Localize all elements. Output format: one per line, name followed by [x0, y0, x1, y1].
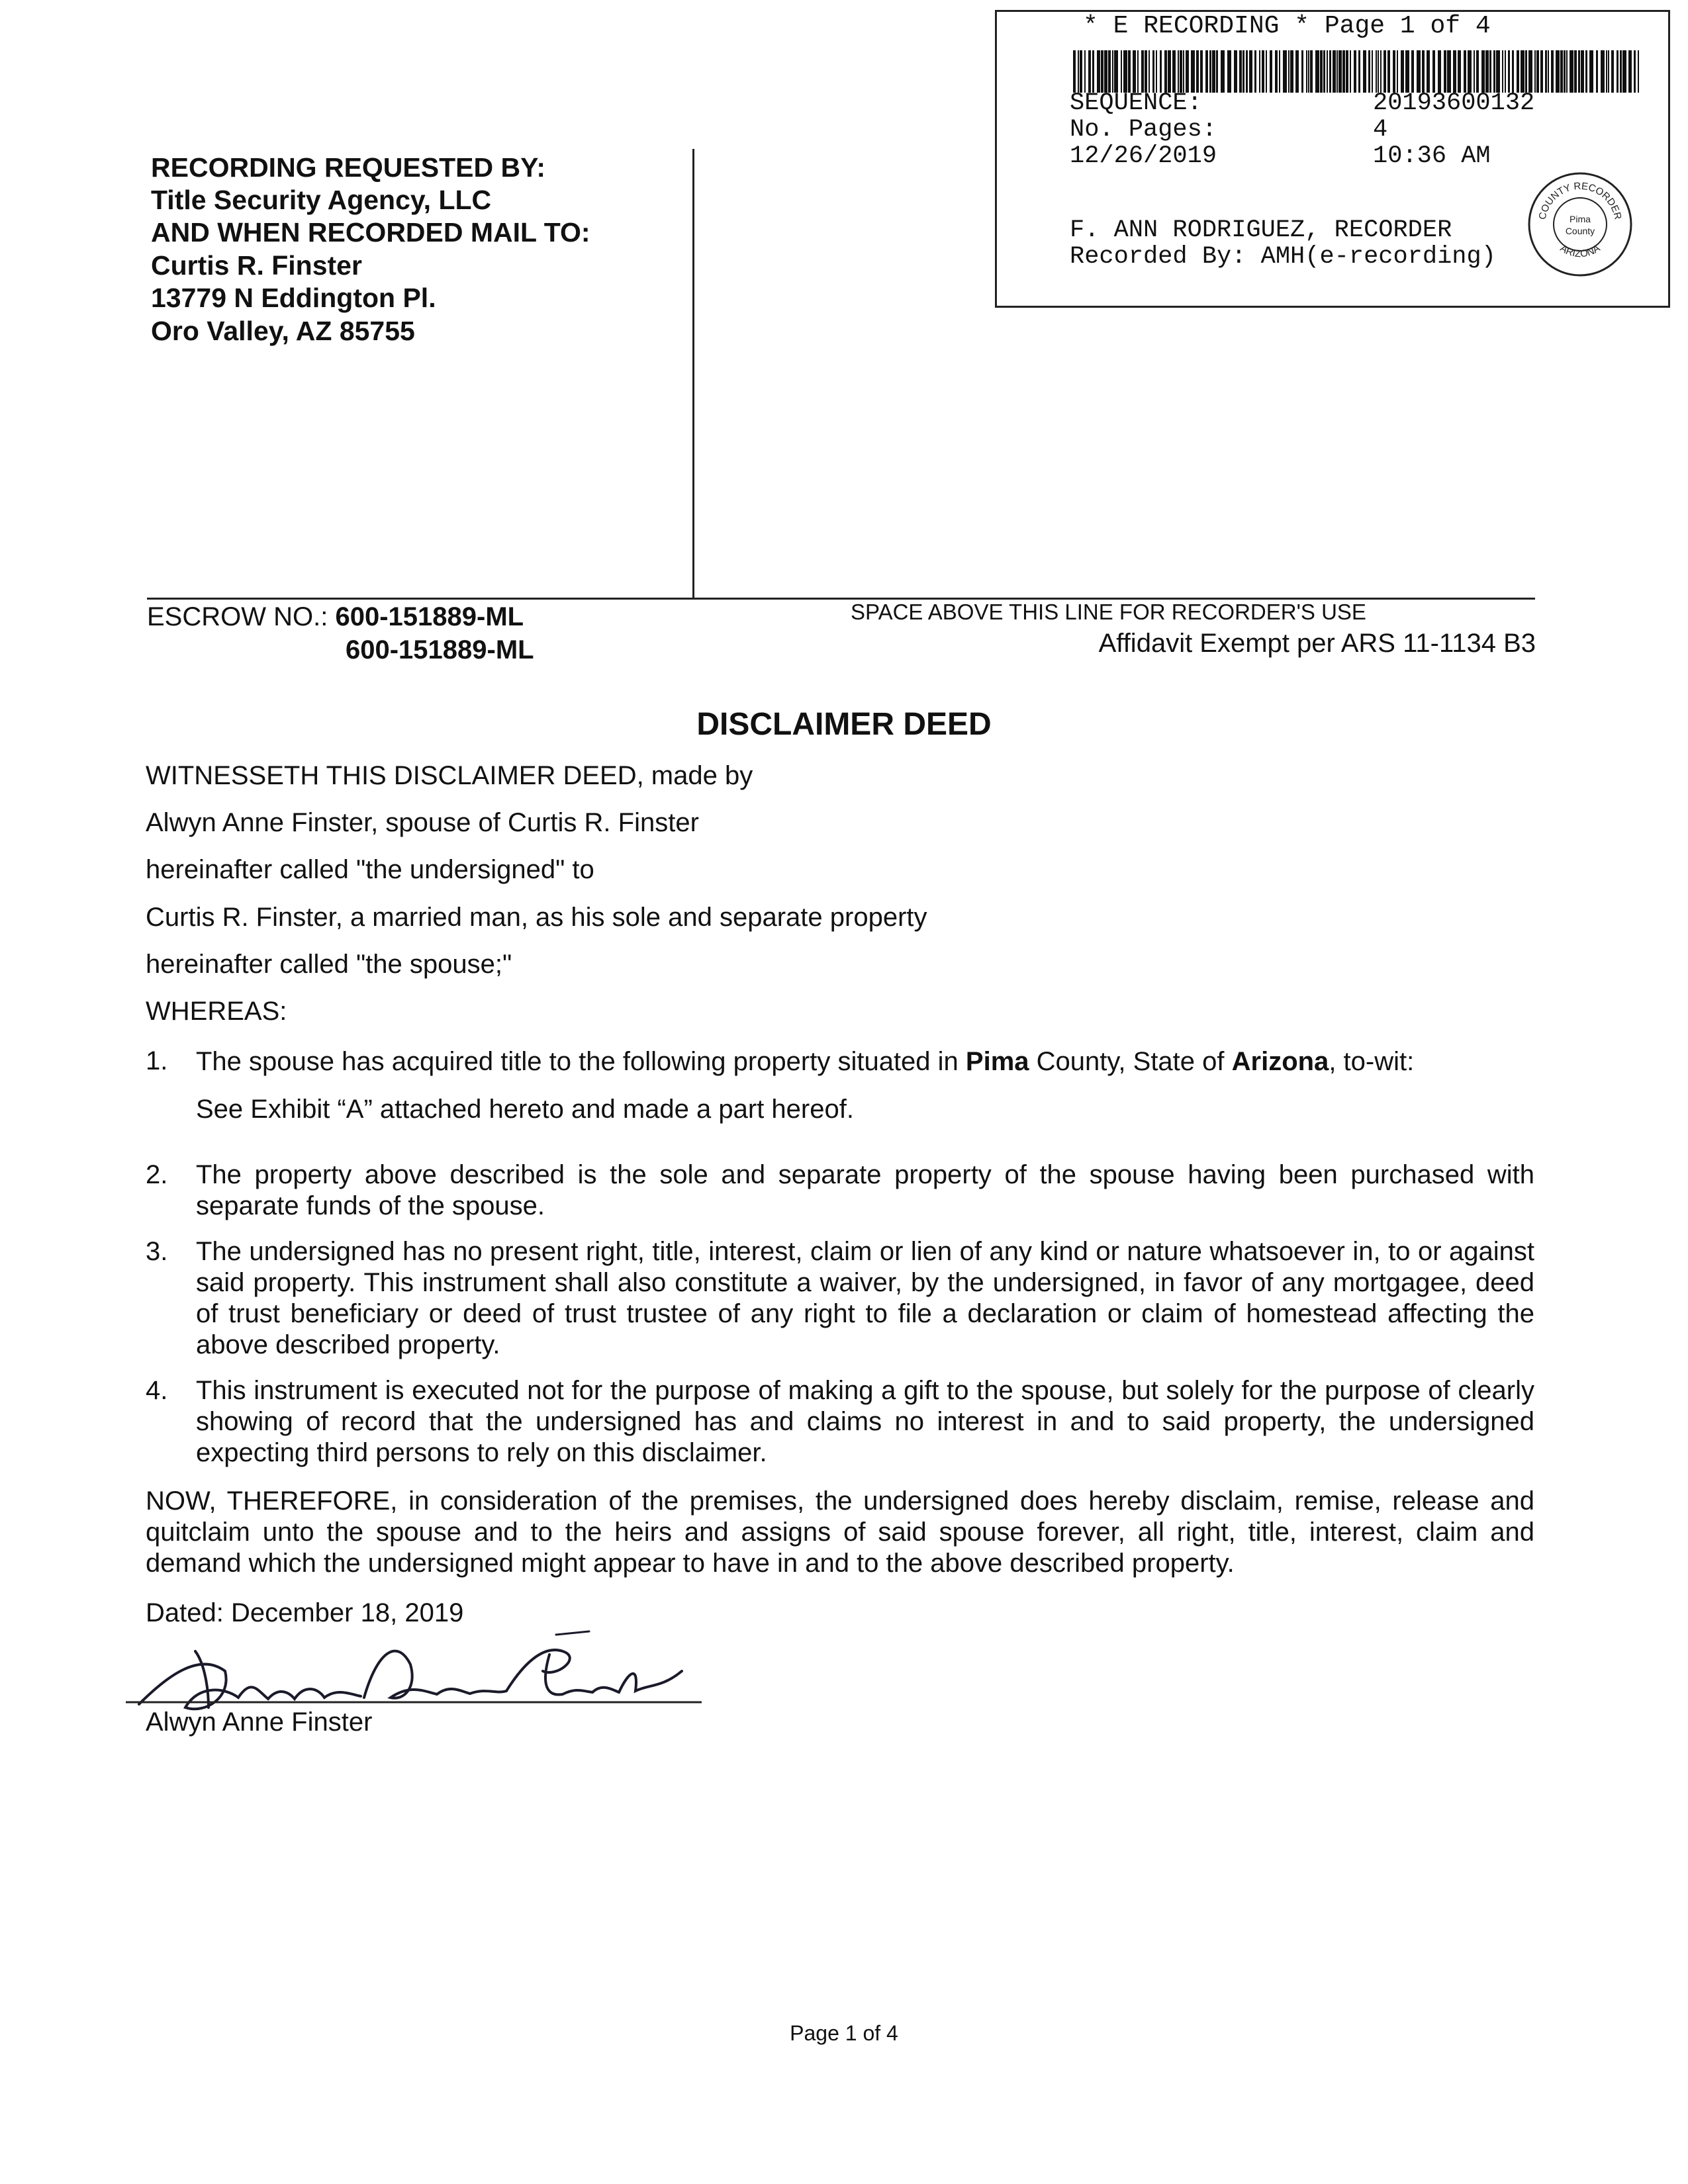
pages-value: 4: [1373, 116, 1388, 144]
intro-line-3: hereinafter called "the undersigned" to: [146, 855, 594, 884]
sequence-label: SEQUENCE:: [1070, 89, 1202, 117]
item-3-text: The undersigned has no present right, title, interest, claim or lien of any kind or nature whatsoever in, to or against said property. This instrument shall also constitute a waiver, by the undersigned, in favor of any mortgagee, deed of trust beneficiary or deed of trust trustee of any right to file a declaration or claim of homestead affecting the above described property.: [196, 1237, 1534, 1359]
mail-to-label: AND WHEN RECORDED MAIL TO:: [151, 217, 590, 248]
recorded-date: 12/26/2019: [1070, 142, 1217, 170]
whereas-label: WHEREAS:: [146, 997, 287, 1026]
seal-top-text: COUNTY RECORDER: [1536, 180, 1624, 221]
deed-title: DISCLAIMER DEED: [696, 707, 992, 742]
recorder-name: F. ANN RODRIGUEZ, RECORDER: [1070, 216, 1452, 244]
recorded-by: Recorded By: AMH(e-recording): [1070, 243, 1496, 271]
escrow-line: [147, 601, 524, 633]
recorder-stamp-box: [995, 10, 1670, 308]
recording-requested-label: RECORDING REQUESTED BY:: [151, 152, 546, 183]
title-company: Title Security Agency, LLC: [151, 185, 492, 215]
mail-to-city: Oro Valley, AZ 85755: [151, 316, 415, 346]
dated-value: December 18, 2019: [230, 1598, 464, 1627]
intro-line-1: WITNESSETH THIS DISCLAIMER DEED, made by: [146, 761, 753, 790]
recorded-time: 10:36 AM: [1373, 142, 1491, 170]
dated-line: [146, 1597, 463, 1629]
escrow-label: ESCROW NO.:: [147, 602, 328, 631]
vertical-divider: [692, 149, 694, 598]
item-2-text: The property above described is the sole and separate property of the spouse having been purchased with separate funds of the spouse.: [196, 1160, 1534, 1220]
barcode: [1073, 50, 1639, 93]
item-3-number: 3.: [146, 1237, 168, 1266]
county-name: Pima: [965, 1047, 1029, 1076]
space-above-label: SPACE ABOVE THIS LINE FOR RECORDER'S USE: [851, 600, 1366, 624]
dated-label: Dated:: [146, 1598, 224, 1627]
sequence-value: 20193600132: [1373, 89, 1535, 117]
now-therefore-paragraph: NOW, THEREFORE, in consideration of the premises, the undersigned does hereby disclaim, remise, release and quitclaim unto the spouse and to the heirs and assigns of said spouse forever, all right, title, interest, claim and demand which the undersigned might appear to have in and to the above described property.: [146, 1486, 1534, 1578]
state-name: Arizona: [1231, 1047, 1329, 1076]
seal-center-text-2: County: [1565, 226, 1595, 236]
intro-line-5: hereinafter called "the spouse;": [146, 950, 512, 979]
svg-text:ARIZONA: [1558, 243, 1603, 260]
escrow-number: 600-151889-ML: [335, 602, 524, 631]
item-1-text: The spouse has acquired title to the following property situated in Pima County, State of Arizona, to-wit:: [196, 1047, 1415, 1076]
mail-to-street: 13779 N Eddington Pl.: [151, 283, 436, 313]
county-seal-icon: [1526, 171, 1634, 278]
item-4-number: 4.: [146, 1376, 168, 1405]
page-number: Page 1 of 4: [790, 2021, 898, 2045]
affidavit-exempt: Affidavit Exempt per ARS 11-1134 B3: [1098, 629, 1536, 658]
escrow-number-2: 600-151889-ML: [346, 635, 534, 664]
signer-name: Alwyn Anne Finster: [146, 1707, 373, 1737]
seal-bottom-text: ARIZONA: [1558, 242, 1603, 260]
item-1-number: 1.: [146, 1046, 168, 1075]
item-4-text: This instrument is executed not for the purpose of making a gift to the spouse, but solely for the purpose of clearly showing of record that the undersigned has and claims no interest in and to said property, the undersigned expecting third persons to rely on this disclaimer.: [196, 1376, 1534, 1467]
seal-center-text-1: Pima: [1570, 214, 1591, 224]
mail-to-name: Curtis R. Finster: [151, 250, 362, 281]
recording-header: * E RECORDING * Page 1 of 4: [1083, 12, 1491, 40]
pages-label: No. Pages:: [1070, 116, 1217, 144]
intro-line-2: Alwyn Anne Finster, spouse of Curtis R. Finster: [146, 808, 699, 837]
exhibit-reference: See Exhibit “A” attached hereto and made a part hereof.: [196, 1095, 854, 1124]
item-2-number: 2.: [146, 1160, 168, 1189]
intro-line-4: Curtis R. Finster, a married man, as his sole and separate property: [146, 903, 927, 932]
